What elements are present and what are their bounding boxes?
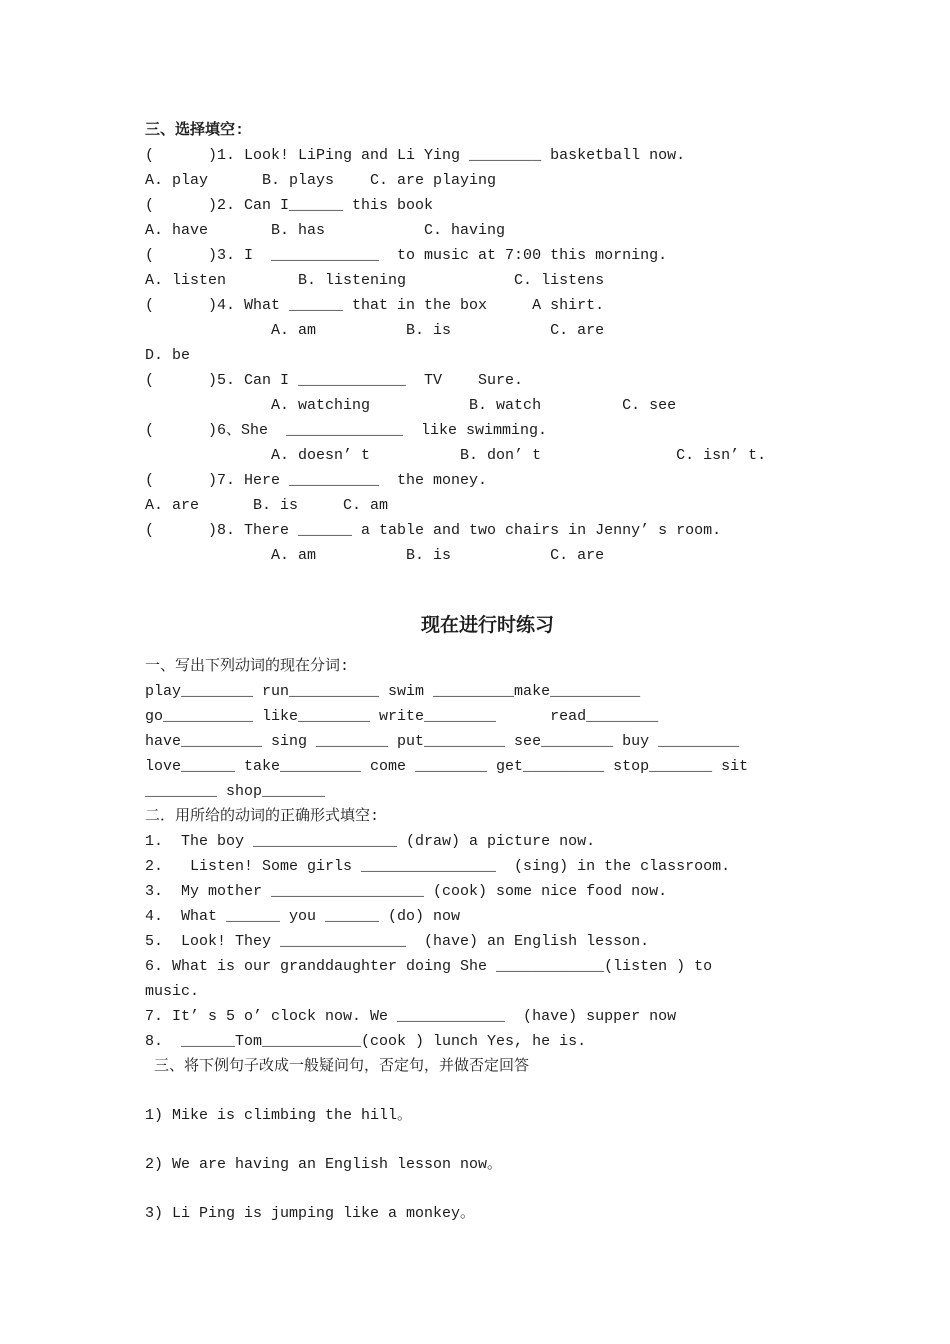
options-line: A. doesn’ t B. don’ t C. isn’ t.: [145, 447, 767, 464]
fill-in-line: 5. Look! They ______________ (have) an English lesson.: [145, 933, 650, 950]
question-line: ( )8. There ______ a table and two chairs in Jenny’ s room.: [145, 522, 722, 539]
question-line: ( )3. I ____________ to music at 7:00 this morning.: [145, 247, 668, 264]
question-line: ( )7. Here __________ the money.: [145, 472, 488, 489]
sentence-line: 3) Li Ping is jumping like a monkey。: [145, 1205, 476, 1222]
options-line: D. be: [145, 347, 191, 364]
worksheet-title: 现在进行时练习: [420, 615, 554, 637]
options-line: A. have B. has C. having: [145, 222, 506, 239]
question-line: ( )1. Look! LiPing and Li Ying ________ basketball now.: [145, 147, 686, 164]
part2-heading: 二．用所给的动词的正确形式填空:: [145, 808, 380, 825]
fill-in-line: 7. It’ s 5 o’ clock now. We ____________ (have) supper now: [145, 1008, 677, 1025]
fill-in-line: 8. ______Tom___________(cook ) lunch Yes, he is.: [145, 1033, 587, 1050]
fill-in-line: 1. The boy ________________ (draw) a picture now.: [145, 833, 596, 850]
fill-in-line: 2. Listen! Some girls _______________ (sing) in the classroom.: [145, 858, 731, 875]
part3-heading: 三、将下例句子改成一般疑问句，否定句，并做否定回答: [145, 1058, 530, 1075]
sentence-line: 2) We are having an English lesson now。: [145, 1156, 503, 1173]
question-line: ( )5. Can I ____________ TV Sure.: [145, 372, 524, 389]
verb-blank-line: love______ take_________ come ________ get_________ stop_______ sit: [145, 758, 749, 775]
options-line: A. listen B. listening C. listens: [145, 272, 605, 289]
question-line: ( )2. Can I______ this book: [145, 197, 434, 214]
verb-blank-line: ________ shop_______: [145, 783, 326, 800]
fill-in-line: 4. What ______ you ______ (do) now: [145, 908, 461, 925]
options-line: A. are B. is C. am: [145, 497, 389, 514]
options-line: A. am B. is C. are: [145, 547, 605, 564]
verb-blank-line: have_________ sing ________ put_________ see________ buy _________: [145, 733, 740, 750]
sentence-line: 1) Mike is climbing the hill。: [145, 1107, 413, 1124]
fill-in-line: 6. What is our granddaughter doing She ____________(listen ) to: [145, 958, 713, 975]
verb-blank-line: go__________ like________ write________ read________: [145, 708, 659, 725]
options-line: A. play B. plays C. are playing: [145, 172, 497, 189]
fill-in-line: music.: [145, 983, 200, 1000]
fill-in-line: 3. My mother _________________ (cook) some nice food now.: [145, 883, 668, 900]
options-line: A. watching B. watch C. see: [145, 397, 677, 414]
options-line: A. am B. is C. are: [145, 322, 605, 339]
part1-heading: 一、写出下列动词的现在分词:: [145, 658, 350, 675]
question-line: ( )6、She _____________ like swimming.: [145, 422, 548, 439]
section1-heading: 三、选择填空:: [145, 122, 245, 139]
verb-blank-line: play________ run__________ swim _________make__________: [145, 683, 641, 700]
question-line: ( )4. What ______ that in the box A shirt.: [145, 297, 605, 314]
